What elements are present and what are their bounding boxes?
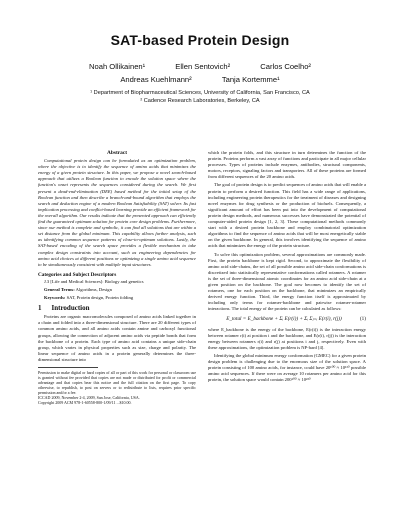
left-column xyxy=(38,150,196,405)
body-paragraph: The goal of protein design is to predict sequences of amino acids that will enable a protein to perform a desired function. This field has a wide range of applications, including engineering protein therapeutics for the treatment of diseases and designing novel enzymes for drug synthesis or the production of biofuels. Consequently, a significant amount of effort has been put into the development of computational protein design methods, and numerous successes have demonstrated the potential of computer-aided protein design [1, 2, 3]. These computational methods commonly start with a desired protein backbone and employ combinatorial optimization algorithms to find the sequence of amino acids that will be most energetically stable on the given backbone. In general, this involves identifying the sequence of amino acids that minimizes the energy of the protein structure. xyxy=(208,182,366,249)
author-name: Andreas Kuehlmann² xyxy=(120,75,192,84)
general-terms-label: General Terms: xyxy=(44,286,75,292)
general-terms-value: Algorithms, Design xyxy=(75,286,112,292)
general-terms xyxy=(38,287,196,293)
equation-number: (1) xyxy=(359,316,366,323)
author-name: Carlos Coelho² xyxy=(260,62,311,71)
section-heading-introduction xyxy=(38,305,196,311)
author-name: Ellen Sentovich² xyxy=(175,62,231,71)
body-paragraph: To solve this optimization problem, several approximations are commonly made. First, the protein backbone is kept rigid. Second, to approximate the flexibility of amino acid side-chains, the set of all possible amino acid side-chain conformations is discretized into statistically representative conformations called rotamers. A rotamer is the set of three-dimensional atomic coordinates for an amino acid side-chain at a given position on the backbone. The goal now becomes to identify the set of rotamers, one for each position on the backbone, that minimizes an empirically derived energy function. Third, the energy function itself is approximated by including only terms for rotamer-backbone and pairwise rotamer-rotamer interactions. The total energy of the protein can be calculated as follows: xyxy=(208,251,366,312)
body-paragraph: where E_backbone is the energy of the backbone, E(r(i)) is the interaction energy between rotamer r(i) at position i and the backbone, and E(r(i), r(j)) is the interaction energy between rotamers r(i) and r(j) at positions i and j, respectively. Even with these approximations, the optimization problem is NP-hard [4]. xyxy=(208,326,366,350)
introduction-text: Proteins are organic macromolecules composed of amino acids linked together in a chain and folded into a three-dimensional structure. There are 20 different types of common amino acids, and all amino acids contain amine and carboxyl functional groups, allowing the connection of adjacent amino acids via peptide bonds that form the backbone of a protein. Each type of amino acid contains a unique side-chain group, which varies in physical properties such as size, charge and polarity. The linear sequence of amino acids in a protein generally determines the three-dimensional structure into xyxy=(38,314,196,362)
keywords xyxy=(38,295,196,301)
author-name: Tanja Kortemme¹ xyxy=(221,75,280,84)
paper-title: SAT-based Protein Design xyxy=(110,32,290,48)
permission-notice: Permission to make digital or hard copies of all or part of this work for personal or classroom use is granted without fee provided that copies are not made or distributed for profit or commercial advantage and that copies bear this notice and the full citation on the first page. To copy otherwise, to republish, to post on servers or to redistribute to lists, requires prior specific permission and/or a fee. xyxy=(38,370,196,395)
footnote-divider xyxy=(38,367,98,368)
section-number: 1 xyxy=(38,304,42,313)
energy-equation xyxy=(208,316,366,322)
affiliation-1: ¹ Department of Biopharmaceutical Sciences, University of California, San Francisco, CA xyxy=(90,90,310,96)
copyright-footnote xyxy=(38,370,196,405)
affiliation-2: ² Cadence Research Laboratories, Berkeley, CA xyxy=(140,98,260,104)
authors-row-2 xyxy=(0,75,400,84)
equation-body: E_total = E_backbone + Σᵢ E(r(i)) + Σᵢ Σⱼ₌ᵢ E(r(i), r(j)) xyxy=(226,316,342,323)
categories-descriptors: J.3 [Life and Medical Sciences]: Biology and genetics xyxy=(44,278,144,284)
abstract-body xyxy=(38,158,196,268)
abstract-text: Computational protein design can be formulated as an optimization problem, where the objective is to identify the sequence of amino acids that minimizes the energy of a given protein structure. In this paper, we propose a novel search-based approach that utilizes a Boolean function to encode the solution space where the function's onset represents the sequences considered during the search. We first present a dead-end-elimination (DEE) based method for the initial setup of the Boolean function and then describe a branch-and-bound algorithm that employs the search and deduction engine of a modern Boolean Satisfiability (SAT) solver. Its fast implication processing and conflict-based learning provide an efficient framework for the overall algorithm. Our results indicate that the presented approach can efficiently find the guaranteed optimum solution for protein core design problems. Furthermore, since our method is complete and symbolic, it can find all solutions that are within a set distance from the global minimum. This capability allows further analysis, such as identifying common sequence patterns of close-to-optimum solutions. Lastly, the SAT-based encoding of the search space provides a flexible mechanism to take complex design constraints into account, such as engineering dependencies for amino acid choices at different positions or optimizing a single amino acid sequence to be simultaneously consistent with multiple input structures. xyxy=(38,158,196,267)
copyright-line: Copyright 2009 ACM 978-1-60558-800-1/09/11 ...$10.00. xyxy=(38,400,132,405)
right-column xyxy=(208,150,366,385)
categories-heading: Categories and Subject Descriptors xyxy=(38,271,117,278)
keywords-value: SAT, Protein design, Protein folding xyxy=(66,295,134,301)
conference-line: ICCAD 2009, November 2-4, 2009, San Jose, California, USA. xyxy=(38,395,140,400)
keywords-label: Keywords: xyxy=(44,295,66,301)
body-paragraph: Identifying the global minimum energy conformation (GMEC) for a given protein design problem is challenging due to the enormous size of the solution space. A protein consisting of 100 amino acids, for instance, could have 20¹⁰⁰ ≈ 10¹³⁰ possible amino acid sequences. If there were on average 10 rotamers per amino acid for this protein, the solution space would contain 200¹⁰⁰ ≈ 10²³⁰ xyxy=(208,352,366,383)
author-name: Noah Ollikainen¹ xyxy=(89,62,146,71)
section-title: Introduction xyxy=(51,304,90,313)
abstract-heading: Abstract xyxy=(106,150,128,156)
authors-row-1 xyxy=(0,62,400,71)
body-paragraph: which the protein folds, and this structure in turn determines the function of the protein. Proteins perform a vast array of functions and participate in all major cellular processes. Types of proteins include enzymes, antibodies, structural components, motors, receptors, signaling factors and transporters. All of these proteins are formed from different sequences of the 20 amino acids. xyxy=(208,150,366,180)
